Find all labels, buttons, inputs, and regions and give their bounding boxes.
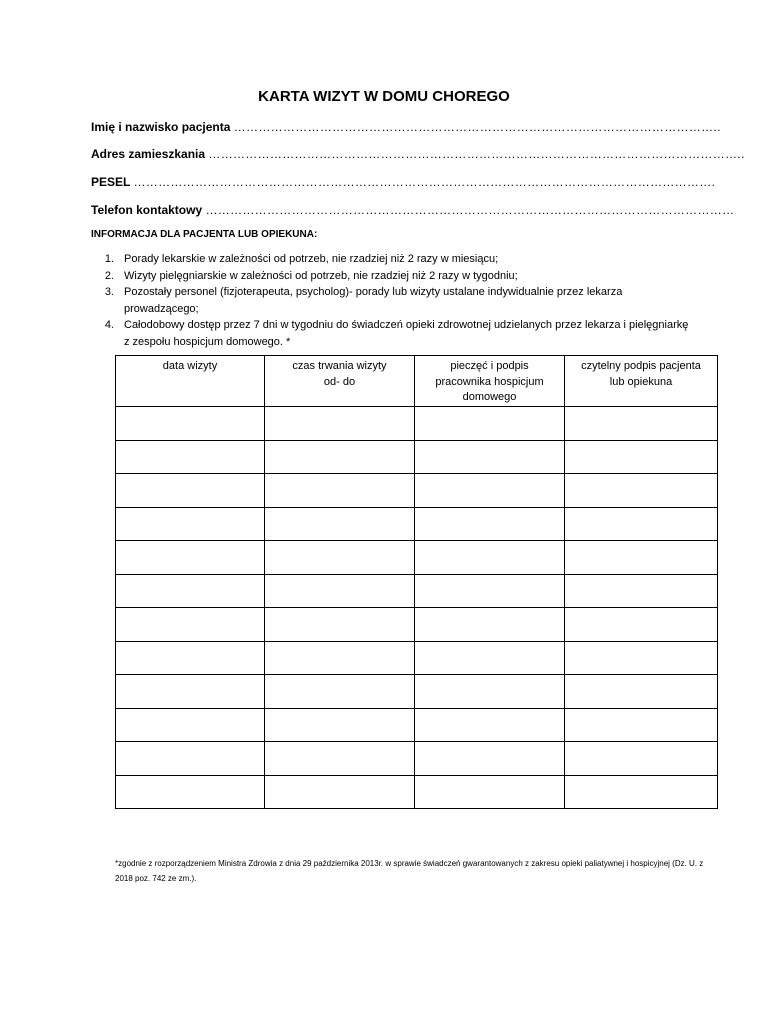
hospice-stamp-cell[interactable] [415, 641, 565, 675]
info-item-number: 4. [104, 319, 114, 331]
visit-duration-cell[interactable] [265, 608, 415, 642]
patient-signature-cell[interactable] [565, 608, 718, 642]
visit-date-cell[interactable] [116, 507, 265, 541]
phone-label: Telefon kontaktowy [91, 203, 203, 217]
table-row [116, 541, 718, 575]
visit-date-cell[interactable] [116, 675, 265, 709]
patient-signature-cell[interactable] [565, 641, 718, 675]
pesel-blank: ……………………………………………………………………………………………………………………………. [133, 175, 716, 189]
visit-date-cell[interactable] [116, 574, 265, 608]
visit-duration-cell[interactable] [265, 742, 415, 776]
visit-duration-cell[interactable] [265, 541, 415, 575]
hospice-stamp-cell[interactable] [415, 440, 565, 474]
visit-duration-cell[interactable] [265, 407, 415, 441]
visit-duration-cell[interactable] [265, 708, 415, 742]
address-field [91, 147, 745, 161]
visit-duration-cell[interactable] [265, 641, 415, 675]
info-item-text: Porady lekarskie w zależności od potrzeb, nie rzadziej niż 2 razy w miesiącu; [124, 253, 499, 265]
visit-date-cell[interactable] [116, 742, 265, 776]
table-row [116, 574, 718, 608]
visit-date-cell[interactable] [116, 440, 265, 474]
info-item [91, 251, 691, 268]
hospice-stamp-cell[interactable] [415, 608, 565, 642]
phone-field [91, 203, 735, 217]
header-hospice-stamp: pieczęć i podpis pracownika hospicjum domowego [415, 356, 565, 407]
table-row [116, 775, 718, 809]
info-item [91, 284, 691, 317]
patient-signature-cell[interactable] [565, 507, 718, 541]
visit-date-cell[interactable] [116, 708, 265, 742]
info-heading: INFORMACJA DLA PACJENTA LUB OPIEKUNA: [91, 229, 318, 240]
visits-table [115, 355, 718, 809]
visit-duration-cell[interactable] [265, 574, 415, 608]
table-row [116, 507, 718, 541]
visit-duration-cell[interactable] [265, 675, 415, 709]
hospice-stamp-cell[interactable] [415, 574, 565, 608]
table-row [116, 675, 718, 709]
table-row [116, 708, 718, 742]
pesel-field [91, 175, 716, 189]
visit-date-cell[interactable] [116, 407, 265, 441]
hospice-stamp-cell[interactable] [415, 675, 565, 709]
info-item-text: Wizyty pielęgniarskie w zależności od potrzeb, nie rzadziej niż 2 razy w tygodniu; [124, 269, 518, 282]
patient-signature-cell[interactable] [565, 541, 718, 575]
visits-table-body [116, 407, 718, 809]
info-item-text: Całodobowy dostęp przez 7 dni w tygodniu do świadczeń opieki zdrowotnej udzielanych przez lekarza i pielęgniarkę z zespołu hospicjum domowego. * [124, 319, 689, 348]
hospice-stamp-cell[interactable] [415, 708, 565, 742]
hospice-stamp-cell[interactable] [415, 407, 565, 441]
visit-date-cell[interactable] [116, 775, 265, 809]
patient-signature-cell[interactable] [565, 775, 718, 809]
document-title: KARTA WIZYT W DOMU CHOREGO [258, 88, 510, 105]
patient-name-field [91, 120, 721, 134]
patient-name-blank: ……………………………………………………………………………………………………….. [233, 120, 721, 134]
visit-date-cell[interactable] [116, 541, 265, 575]
phone-blank: ………………………………………………………………………………………………………………… [205, 203, 735, 217]
patient-name-label: Imię i nazwisko pacjenta [91, 120, 231, 134]
visit-duration-cell[interactable] [265, 474, 415, 508]
hospice-stamp-cell[interactable] [415, 775, 565, 809]
patient-signature-cell[interactable] [565, 440, 718, 474]
address-blank: ………………………………………………………………………………………………………………….. [208, 147, 745, 161]
address-label: Adres zamieszkania [91, 147, 206, 161]
visit-duration-cell[interactable] [265, 775, 415, 809]
hospice-stamp-cell[interactable] [415, 541, 565, 575]
info-item-text: Pozostały personel (fizjoterapeuta, psycholog)- porady lub wizyty ustalane indywidualnie przez lekarza prowadzącego; [124, 286, 623, 315]
table-row [116, 641, 718, 675]
header-visit-duration: czas trwania wizyty od- do [265, 356, 415, 407]
hospice-stamp-cell[interactable] [415, 474, 565, 508]
info-item-number: 3. [104, 286, 114, 298]
header-patient-signature: czytelny podpis pacjenta lub opiekuna [565, 356, 718, 407]
table-row [116, 407, 718, 441]
info-item [91, 317, 691, 350]
patient-signature-cell[interactable] [565, 742, 718, 776]
info-list [91, 251, 691, 350]
patient-signature-cell[interactable] [565, 407, 718, 441]
visit-date-cell[interactable] [116, 608, 265, 642]
visit-date-cell[interactable] [116, 474, 265, 508]
footnote: *zgodnie z rozporządzeniem Ministra Zdrowia z dnia 29 października 2013r. w sprawie świadczeń gwarantowanych z zakresu opieki paliatywnej i hospicyjnej (Dz. U. z 2018 poz. 742 ze zm.). [115, 859, 704, 883]
table-row [116, 742, 718, 776]
info-item [91, 268, 691, 285]
pesel-label: PESEL [91, 175, 131, 189]
visit-duration-cell[interactable] [265, 507, 415, 541]
patient-signature-cell[interactable] [565, 574, 718, 608]
header-visit-date: data wizyty [116, 356, 265, 407]
patient-signature-cell[interactable] [565, 708, 718, 742]
info-item-number: 1. [104, 253, 114, 265]
visit-date-cell[interactable] [116, 641, 265, 675]
visit-duration-cell[interactable] [265, 440, 415, 474]
patient-signature-cell[interactable] [565, 474, 718, 508]
hospice-stamp-cell[interactable] [415, 742, 565, 776]
visits-table-header-row [116, 356, 718, 407]
table-row [116, 474, 718, 508]
hospice-stamp-cell[interactable] [415, 507, 565, 541]
table-row [116, 440, 718, 474]
info-item-number: 2. [104, 269, 114, 282]
patient-signature-cell[interactable] [565, 675, 718, 709]
table-row [116, 608, 718, 642]
